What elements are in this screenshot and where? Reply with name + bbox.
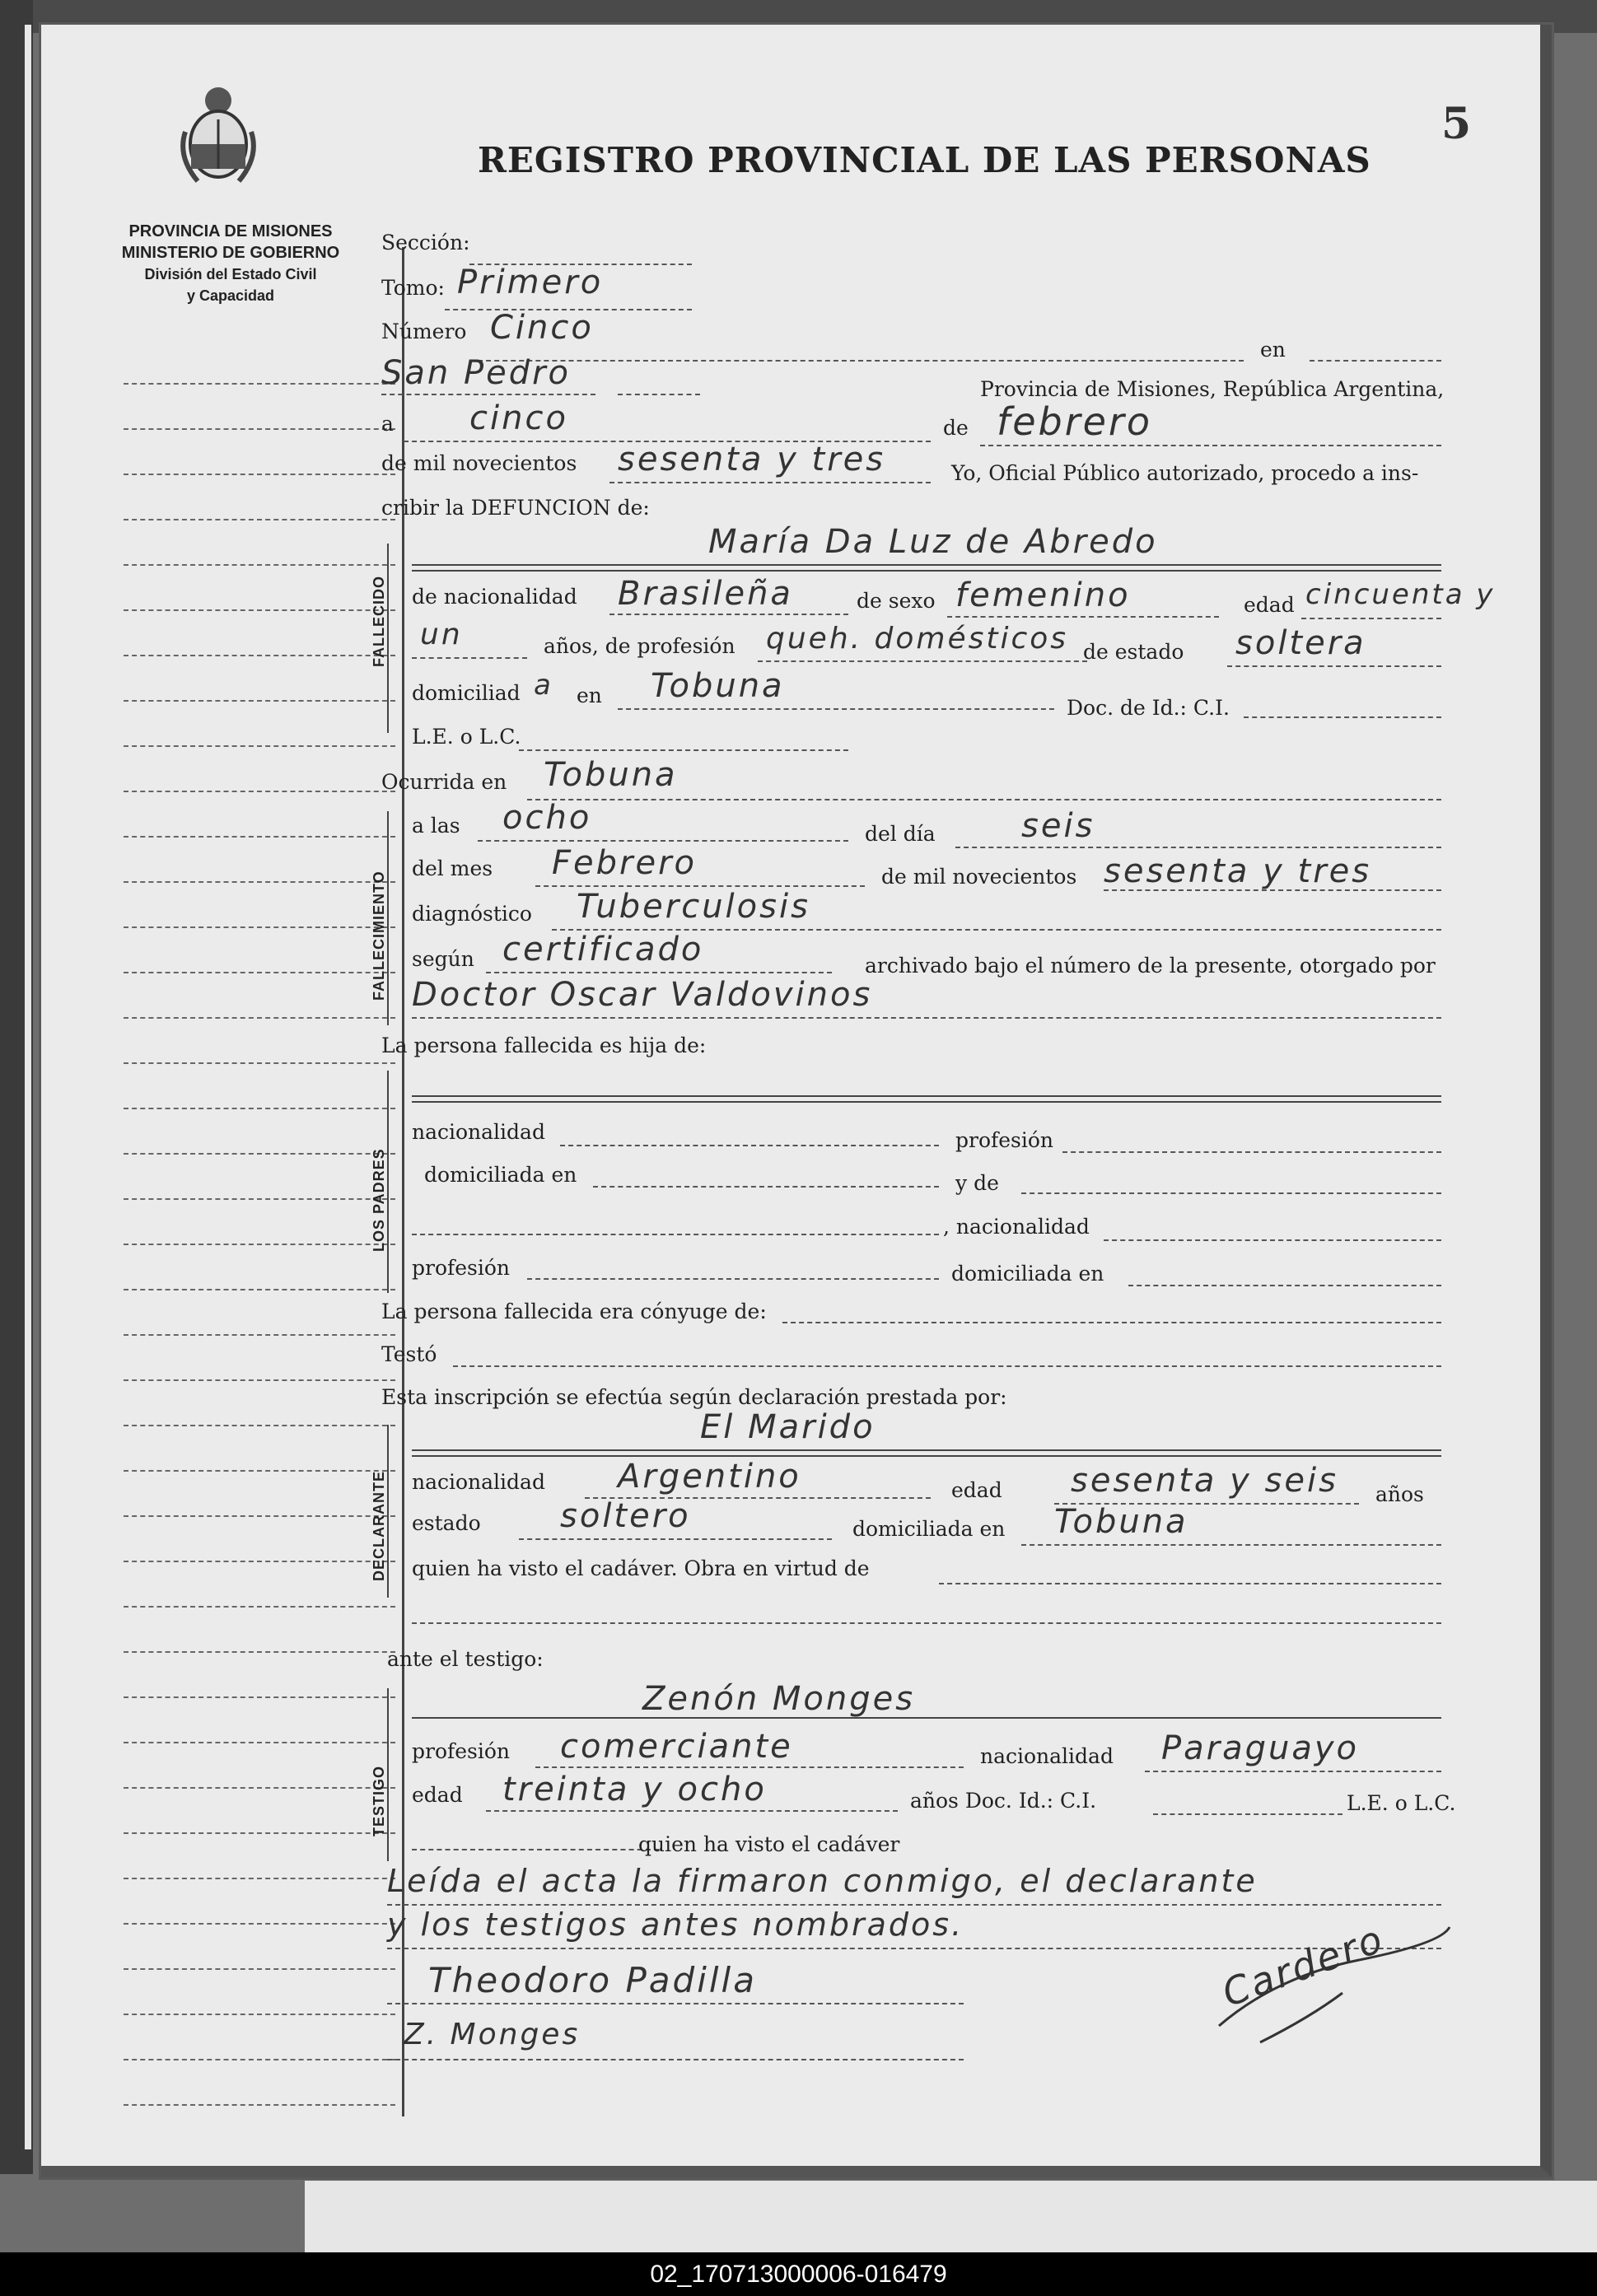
- margin-rule: [124, 972, 395, 973]
- field-line: [593, 1186, 939, 1188]
- signature-flourish: [1211, 1902, 1458, 2067]
- margin-rule: [124, 1334, 395, 1336]
- margin-rule: [124, 383, 395, 385]
- label-a-las: a las: [412, 814, 460, 838]
- label-yo-oficial: Yo, Oficial Público autorizado, procedo a ins-: [951, 461, 1419, 485]
- margin-rule: [124, 745, 395, 747]
- field-line: [1244, 716, 1441, 718]
- label-de-mil-2: de mil novecientos: [881, 865, 1077, 889]
- field-line: [412, 1622, 1441, 1624]
- margin-rule: [124, 1696, 395, 1698]
- signature-3: Cardero: [1216, 1916, 1390, 2016]
- margin-rule: [124, 836, 395, 838]
- value-dia-fallec: seis: [1021, 807, 1095, 845]
- margin-rule: [124, 609, 395, 611]
- field-line: [1227, 665, 1441, 667]
- field-line: [1145, 1771, 1441, 1772]
- label-del-mes: del mes: [412, 856, 493, 880]
- label-nacionalidad-test: nacionalidad: [980, 1744, 1114, 1768]
- margin-rule: [124, 1198, 395, 1200]
- field-line: [1128, 1285, 1441, 1286]
- value-test-edad: treinta y ocho: [502, 1771, 767, 1808]
- label-quien-visto-test: quien ha visto el cadáver: [638, 1832, 900, 1856]
- value-declarante: El Marido: [700, 1408, 876, 1446]
- field-line: [412, 570, 1441, 572]
- value-mes: febrero: [997, 399, 1152, 444]
- issuer-line: PROVINCIA DE MISIONES: [128, 222, 333, 240]
- margin-rule: [124, 1153, 395, 1155]
- label-nacionalidad-decl: nacionalidad: [412, 1470, 545, 1494]
- field-line: [453, 1365, 1441, 1367]
- field-line: [1104, 1239, 1441, 1241]
- value-decl-domicilio: Tobuna: [1054, 1503, 1188, 1541]
- page-number: 5: [1441, 99, 1472, 149]
- value-test-profesion: comerciante: [560, 1728, 793, 1766]
- margin-rule: [124, 1742, 395, 1743]
- field-line: [618, 394, 700, 395]
- field-line: [412, 1455, 1441, 1457]
- label-le-lc-test: L.E. o L.C.: [1347, 1791, 1456, 1815]
- label-en-dom: en: [577, 684, 602, 707]
- field-line: [412, 1101, 1441, 1103]
- value-nacionalidad: Brasileña: [618, 575, 793, 613]
- field-line: [387, 2059, 964, 2060]
- value-medico: Doctor Oscar Valdovinos: [412, 976, 873, 1014]
- margin-rule: [124, 1017, 395, 1019]
- label-anos-doc: años Doc. Id.: C.I.: [910, 1789, 1097, 1813]
- label-a: a: [381, 412, 394, 436]
- field-line: [1021, 1192, 1441, 1194]
- value-edad2: un: [420, 618, 463, 651]
- note-line-1: Leída el acta la firmaron conmigo, el declarante: [387, 1863, 1258, 1899]
- margin-rule: [124, 2104, 395, 2106]
- margin-rule: [124, 1651, 395, 1653]
- field-line: [609, 614, 848, 615]
- note-line-2: y los testigos antes nombrados.: [387, 1906, 964, 1943]
- margin-rule: [124, 1832, 395, 1834]
- field-line: [955, 847, 1441, 848]
- signature-1: Theodoro Padilla: [428, 1960, 757, 2000]
- value-domiciliado-suffix: a: [534, 669, 553, 702]
- label-numero: Número: [381, 320, 467, 343]
- field-line: [939, 1583, 1441, 1584]
- field-line: [527, 799, 1441, 800]
- label-ocurrida-en: Ocurrida en: [381, 770, 507, 794]
- label-y-de: y de: [955, 1171, 999, 1195]
- section-fallecido: FALLECIDO: [371, 576, 387, 667]
- issuer-line: División del Estado Civil: [144, 266, 317, 282]
- margin-rule: [124, 1062, 395, 1064]
- label-inscripcion: Esta inscripción se efectúa según declaración prestada por:: [381, 1385, 1007, 1409]
- label-profesion-padre: profesión: [955, 1128, 1054, 1152]
- label-de-mil: de mil novecientos: [381, 451, 577, 475]
- page-underlay: [305, 2181, 1597, 2252]
- label-edad-decl: edad: [951, 1478, 1002, 1502]
- page-title: REGISTRO PROVINCIAL DE LAS PERSONAS: [478, 140, 1371, 180]
- value-decl-edad: sesenta y seis: [1071, 1462, 1338, 1500]
- label-de-sexo: de sexo: [857, 589, 936, 613]
- field-line: [412, 564, 1441, 566]
- field-line: [535, 1766, 964, 1768]
- field-line: [519, 749, 848, 751]
- field-line: [1301, 618, 1441, 619]
- field-line: [486, 972, 832, 973]
- field-line: [1021, 1544, 1441, 1546]
- label-provincia: Provincia de Misiones, República Argentina,: [980, 377, 1445, 401]
- field-line: [412, 1017, 1441, 1019]
- label-hija-de: La persona fallecida es hija de:: [381, 1034, 707, 1057]
- field-line: [758, 660, 1087, 662]
- margin-rule: [124, 1425, 395, 1426]
- label-nacionalidad-madre: , nacionalidad: [943, 1215, 1090, 1239]
- margin-rule: [124, 1878, 395, 1879]
- label-doc-id: Doc. de Id.: C.I.: [1067, 696, 1230, 720]
- margin-rule: [124, 1923, 395, 1925]
- label-profesion-madre: profesión: [412, 1256, 511, 1280]
- value-sexo: femenino: [955, 576, 1131, 614]
- field-line: [381, 394, 595, 395]
- value-mes-fallec: Febrero: [552, 844, 697, 882]
- label-domiciliado: domiciliad: [412, 681, 521, 705]
- margin-rule: [124, 564, 395, 566]
- margin-rule: [124, 655, 395, 656]
- value-test-nacionalidad: Paraguayo: [1161, 1729, 1359, 1767]
- value-domicilio: Tobuna: [651, 667, 785, 705]
- label-anos-profesion: años, de profesión: [544, 634, 735, 658]
- document-page: [41, 25, 1552, 2177]
- value-dia: cinco: [469, 399, 568, 437]
- label-archivado: archivado bajo el número de la presente, otorgado por: [865, 954, 1436, 978]
- field-line: [618, 708, 1054, 710]
- field-line: [478, 840, 848, 842]
- value-numero: Cinco: [490, 309, 594, 347]
- label-domiciliada-decl: domiciliada en: [852, 1517, 1006, 1541]
- label-seccion: Sección:: [381, 231, 470, 254]
- field-line: [387, 2003, 964, 2004]
- label-tomo: Tomo:: [381, 276, 445, 300]
- margin-rule: [124, 1379, 395, 1381]
- margin-rule: [124, 1244, 395, 1245]
- value-estado: soltera: [1235, 624, 1366, 662]
- field-line: [469, 360, 1244, 362]
- issuer-line: MINISTERIO DE GOBIERNO: [121, 244, 340, 262]
- field-line: [519, 1538, 832, 1540]
- issuer-block: [91, 221, 371, 306]
- label-le-lc: L.E. o L.C.: [412, 725, 521, 749]
- field-line: [1104, 889, 1441, 891]
- field-line: [560, 1145, 939, 1146]
- field-line: [535, 885, 865, 887]
- margin-rule: [124, 700, 395, 702]
- margin-rule: [124, 2059, 395, 2060]
- value-decl-estado: soltero: [560, 1497, 691, 1535]
- label-testo: Testó: [381, 1342, 437, 1366]
- label-estado-decl: estado: [412, 1511, 481, 1535]
- section-fallecimiento: FALLECIMIENTO: [371, 870, 387, 1001]
- value-ocurrida-en: Tobuna: [544, 756, 678, 794]
- label-edad-test: edad: [412, 1783, 463, 1807]
- value-anio-fallec: sesenta y tres: [1104, 852, 1372, 890]
- field-line: [1153, 1813, 1343, 1815]
- label-profesion-test: profesión: [412, 1739, 511, 1763]
- field-line: [412, 1234, 939, 1235]
- label-ante-testigo: ante el testigo:: [387, 1647, 544, 1671]
- margin-rule: [124, 519, 395, 520]
- margin-rule: [124, 1606, 395, 1608]
- field-line: [1310, 360, 1441, 362]
- field-line: [980, 445, 1441, 446]
- value-tomo: Primero: [457, 264, 604, 301]
- label-diagnostico: diagnóstico: [412, 902, 532, 926]
- margin-rule: [124, 926, 395, 928]
- image-id-caption: 02_170713000006-016479: [0, 2252, 1597, 2296]
- margin-rule: [124, 1787, 395, 1789]
- margin-rule: [124, 791, 395, 792]
- field-line: [782, 1322, 1441, 1323]
- label-domiciliada-madre: domiciliada en: [951, 1262, 1104, 1286]
- margin-rule: [124, 2014, 395, 2015]
- field-line: [412, 1095, 1441, 1097]
- value-testigo: Zenón Monges: [642, 1680, 916, 1718]
- field-line: [412, 657, 527, 659]
- label-en: en: [1260, 338, 1286, 362]
- signature-2: Z. Monges: [404, 2018, 581, 2051]
- margin-rule: [124, 474, 395, 475]
- field-line: [412, 1849, 659, 1850]
- coat-of-arms-icon: [173, 82, 264, 189]
- margin-rule: [124, 1968, 395, 1970]
- value-edad: cincuenta y: [1305, 578, 1496, 611]
- margin-rule: [124, 1108, 395, 1109]
- label-conyuge: La persona fallecida era cónyuge de:: [381, 1300, 767, 1323]
- label-edad: edad: [1244, 593, 1295, 617]
- margin-rule: [124, 1470, 395, 1472]
- section-padres: LOS PADRES: [371, 1148, 387, 1252]
- binder-edge: [25, 25, 31, 2149]
- value-lugar: San Pedro: [381, 354, 572, 392]
- margin-rule: [124, 1561, 395, 1562]
- value-anio: sesenta y tres: [618, 441, 886, 478]
- value-hora: ocho: [502, 799, 592, 837]
- field-line: [412, 1449, 1441, 1451]
- label-nacionalidad-padre: nacionalidad: [412, 1120, 545, 1144]
- margin-rule: [124, 1289, 395, 1290]
- label-del-dia: del día: [865, 822, 936, 846]
- label-domiciliada-en: domiciliada en: [424, 1163, 577, 1187]
- margin-divider: [402, 247, 404, 2116]
- section-testigo: TESTIGO: [371, 1765, 387, 1836]
- label-cribir: cribir la DEFUNCION de:: [381, 496, 650, 520]
- field-line: [609, 482, 931, 483]
- section-declarante: DECLARANTE: [371, 1471, 387, 1581]
- margin-rule: [124, 428, 395, 430]
- issuer-line: y Capacidad: [186, 287, 275, 304]
- value-decl-nacionalidad: Argentino: [618, 1458, 801, 1496]
- field-line: [1062, 1151, 1441, 1153]
- label-de: de: [943, 416, 969, 440]
- value-segun: certificado: [502, 931, 704, 968]
- label-de-estado: de estado: [1083, 640, 1184, 664]
- value-profesion: queh. domésticos: [766, 622, 1069, 656]
- field-line: [486, 1810, 898, 1812]
- label-quien-visto: quien ha visto el cadáver. Obra en virtud de: [412, 1556, 870, 1580]
- margin-rule: [124, 1515, 395, 1517]
- margin-rule: [124, 881, 395, 883]
- field-line: [947, 616, 1219, 618]
- field-line: [527, 1278, 939, 1280]
- label-de-nacionalidad: de nacionalidad: [412, 585, 577, 609]
- value-nombre: María Da Luz de Abredo: [708, 523, 1158, 561]
- label-segun: según: [412, 947, 474, 971]
- field-line: [412, 1717, 1441, 1719]
- label-anos-decl: años: [1375, 1482, 1424, 1506]
- value-diagnostico: Tuberculosis: [577, 888, 810, 926]
